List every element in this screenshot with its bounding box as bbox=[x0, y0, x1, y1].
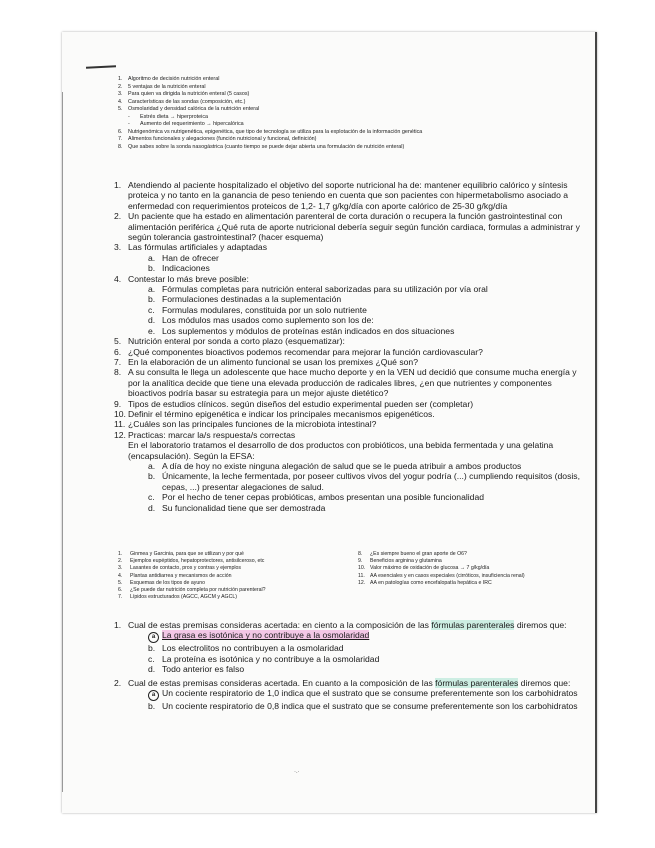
option-text bbox=[162, 688, 584, 701]
question-text: En la elaboración de un alimento funcional se usan los premixes ¿Qué son? bbox=[128, 356, 418, 367]
item-number: 2. bbox=[118, 558, 123, 565]
item-number: 9. bbox=[358, 558, 363, 565]
question-number: 1. bbox=[114, 180, 122, 190]
question-number: 8. bbox=[114, 367, 122, 378]
option-text-content: Un cociente respiratorio de 0,8 indica que el sustrato que se consume preferentemente son los carbohidratos bbox=[162, 701, 578, 712]
question-item bbox=[114, 336, 584, 346]
question-body bbox=[128, 620, 584, 675]
item-number: 7. bbox=[118, 136, 123, 142]
page-left-edge bbox=[62, 92, 63, 792]
question-item bbox=[114, 399, 584, 409]
item-text: Que sabes sobre la sonda nasogástrica (cuanto tiempo se puede dejar abierta una formulación de nutrición enteral) bbox=[128, 143, 405, 150]
question-body bbox=[128, 419, 584, 429]
question-body bbox=[128, 274, 584, 336]
item-number: 7. bbox=[118, 594, 123, 601]
item-number: 8. bbox=[118, 143, 123, 150]
sub-letter: d. bbox=[148, 315, 156, 326]
option-text-content: La grasa es isotónica y no contribuye a la osmolaridad bbox=[162, 630, 370, 641]
topic-item bbox=[118, 84, 558, 92]
option-text bbox=[162, 664, 584, 674]
option-list bbox=[128, 630, 584, 674]
question-number: 10. bbox=[114, 408, 126, 419]
sub-text: Únicamente, la leche fermentada, por poseer cultivos vivos del yogur podría (...) cumpliendo requisitos (dosis, cepas, ...) presentar alegaciones de salud. bbox=[162, 471, 580, 492]
question-text: Nutrición enteral por sonda a corto plazo (esquematizar): bbox=[128, 336, 345, 347]
item-number: 3. bbox=[118, 565, 123, 572]
sub-letter: c. bbox=[148, 304, 155, 315]
question-item bbox=[114, 180, 584, 211]
question-text-start: Cual de estas premisas consideras acertada: en ciento a la composición de las bbox=[128, 620, 432, 630]
question-number: 3. bbox=[114, 242, 122, 253]
question-number: 7. bbox=[114, 356, 122, 367]
question-text-end: diremos que: bbox=[514, 620, 567, 630]
sub-letter: e. bbox=[148, 325, 156, 336]
question-list-b bbox=[114, 620, 584, 714]
topic-item bbox=[118, 136, 558, 144]
item-text: Nutrigenómica vs nutrigenética, epigenética, que tipo de tecnología se utiliza para la explotación de la información genética bbox=[128, 128, 423, 135]
circled-answer-mark: a bbox=[148, 690, 159, 701]
question-number: 2. bbox=[114, 677, 122, 688]
sub-letter: b. bbox=[148, 263, 156, 274]
item-text: Laxantes de contacto, pros y contras y ejemplos bbox=[130, 565, 242, 572]
question-body bbox=[128, 367, 584, 398]
option-letter: b. bbox=[148, 701, 156, 712]
topic-item bbox=[118, 565, 353, 572]
item-text: Algoritmo de decisión nutrición enteral bbox=[128, 76, 220, 82]
item-text: Esquemas de los tipos de ayuno bbox=[130, 579, 205, 586]
item-number: 11. bbox=[358, 572, 365, 579]
sub-item bbox=[148, 326, 584, 336]
option-letter bbox=[148, 688, 162, 701]
topic-item bbox=[118, 594, 353, 601]
item-text: Beneficios arginina y glutamina bbox=[370, 558, 442, 565]
item-number: 2. bbox=[118, 83, 123, 90]
item-text: Para quien va dirigida la nutrición enteral (5 casos) bbox=[128, 91, 250, 97]
item-text: Plantas antidiarrea y mecanismos de acción bbox=[130, 572, 232, 579]
highlighted-term: fórmulas parenterales bbox=[435, 677, 519, 688]
question-text: ¿Cuáles son las principales funciones de la microbiota intestinal? bbox=[128, 419, 377, 430]
question-item bbox=[114, 419, 584, 429]
sub-text: Indicaciones bbox=[162, 263, 210, 274]
sub-item bbox=[148, 263, 584, 273]
item-number: 4. bbox=[118, 98, 123, 105]
page-right-edge bbox=[595, 32, 597, 813]
sub-item bbox=[148, 294, 584, 304]
sub-letter: b. bbox=[148, 294, 156, 305]
question-text: ¿Qué componentes bioactivos podemos recomendar para mejorar la función cardiovascular? bbox=[128, 346, 483, 357]
item-number: 12. bbox=[358, 579, 366, 586]
item-text: ¿Es siempre bueno el gran aporte de O6? bbox=[370, 551, 467, 557]
item-number: 6. bbox=[118, 128, 123, 135]
option-text bbox=[162, 701, 584, 711]
question-body bbox=[128, 678, 584, 712]
topic-column-left bbox=[118, 551, 353, 601]
question-body bbox=[128, 357, 584, 367]
item-text: Alimentos funcionales y alegaciones (función nutricional y funcional, definición) bbox=[128, 136, 317, 142]
item-number: 1. bbox=[118, 76, 123, 82]
option-letter bbox=[148, 630, 162, 643]
topic-item bbox=[118, 76, 558, 84]
topic-item bbox=[358, 551, 588, 558]
option-text-content: La proteína es isotónica y no contribuye a la osmolaridad bbox=[162, 653, 380, 664]
item-number: 1. bbox=[118, 551, 123, 557]
two-column-topic-list bbox=[118, 551, 588, 601]
sub-text: Los suplementos y módulos de proteínas están indicados en dos situaciones bbox=[162, 325, 455, 336]
sub-text: Fórmulas completas para nutrición enteral saborizadas para su utilización por vía oral bbox=[162, 284, 488, 295]
option-item bbox=[148, 654, 584, 664]
sub-text: Su funcionalidad tiene que ser demostrada bbox=[162, 502, 326, 513]
question-text-end: diremos que: bbox=[518, 677, 571, 688]
topic-item bbox=[118, 91, 558, 99]
topic-item bbox=[118, 144, 558, 152]
question-number: 11. bbox=[114, 419, 126, 430]
question-number: 2. bbox=[114, 211, 122, 222]
option-item bbox=[148, 643, 584, 653]
sub-text: A día de hoy no existe ninguna alegación de salud que se le pueda atribuir a ambos productos bbox=[162, 460, 522, 471]
question-text: Tipos de estudios clínicos. según diseños del estudio experimental pueden ser (completar) bbox=[128, 398, 474, 409]
question-number: 9. bbox=[114, 398, 122, 409]
question-text bbox=[128, 678, 584, 688]
stray-mark: ·.· bbox=[294, 769, 300, 775]
topic-item bbox=[118, 99, 558, 107]
sub-letter: d. bbox=[148, 502, 156, 513]
question-item bbox=[114, 430, 584, 513]
item-text: Valor máximo de oxidación de glucosa → 7 g/kg/día bbox=[370, 565, 490, 572]
question-text: Las fórmulas artificiales y adaptadas bbox=[128, 242, 268, 253]
option-text-content: Un cociente respiratorio de 1,0 indica que el sustrato que se consume preferentemente son los carbohidratos bbox=[162, 688, 578, 699]
option-text bbox=[162, 654, 584, 664]
topic-item bbox=[118, 573, 353, 580]
sub-list bbox=[128, 461, 584, 513]
question-item bbox=[114, 620, 584, 675]
item-text: ¿Se puede dar nutrición completa por nutrición parenteral? bbox=[130, 587, 266, 594]
option-item bbox=[148, 688, 584, 701]
topic-item bbox=[358, 558, 588, 565]
item-text: Lípidos estructurados (AGCC, AGCM y AGCL) bbox=[130, 594, 237, 601]
question-text: A su consulta le llega un adolescente que hace mucho deporte y en la VEN ud decidió que consume mucha energía y por la analítica decide que tiene una elevada producción de radicales libres, ¿en que nutrientes y componentes bioactivos podría basar su estrategia para un mejor ajuste dietético? bbox=[128, 367, 577, 399]
question-text: Contestar lo más breve posible: bbox=[128, 273, 249, 284]
question-text bbox=[128, 620, 584, 630]
sub-item bbox=[148, 284, 584, 294]
sub-item bbox=[148, 503, 584, 513]
question-number: 12. bbox=[114, 429, 126, 440]
sub-item bbox=[148, 492, 584, 502]
option-list bbox=[128, 688, 584, 711]
item-text: Ejemplos eupéptidos, hepatoprotectores, antisilceroso, etc bbox=[130, 558, 265, 565]
sub-item bbox=[148, 253, 584, 263]
question-text: Atendiendo al paciente hospitalizado el objetivo del soporte nutricional ha de: mantener equilibrio calórico y síntesis proteica y no tanto en la ganancia de peso teniendo en cuenta que son pacientes con hipermetabolismo asociado a enfermedad con requerimientos proteicos de 1,2- 1,7 g/kg/día con aporte calórico de 25-30 g/kg/día bbox=[128, 180, 569, 211]
item-number: 10. bbox=[358, 565, 366, 572]
topic-item bbox=[118, 114, 558, 122]
topic-item bbox=[358, 565, 588, 572]
question-item bbox=[114, 357, 584, 367]
option-letter: b. bbox=[148, 643, 156, 654]
option-text-content: Los electrolitos no contribuyen a la osmolaridad bbox=[162, 643, 344, 654]
question-context: En el laboratorio tratamos el desarrollo de dos productos con probióticos, una bebida fermentada y una gelatina (encapsulación). Según la EFSA: bbox=[128, 440, 554, 461]
item-number: 5. bbox=[118, 106, 123, 112]
sub-letter: b. bbox=[148, 471, 156, 482]
sub-list bbox=[128, 253, 584, 274]
topic-item bbox=[118, 580, 353, 587]
top-topic-list bbox=[118, 76, 558, 151]
question-item bbox=[114, 367, 584, 398]
item-number: 8. bbox=[358, 551, 363, 557]
option-item bbox=[148, 630, 584, 643]
scanned-page bbox=[62, 32, 597, 813]
question-body bbox=[128, 336, 584, 346]
question-body bbox=[128, 211, 584, 242]
question-text: Practicas: marcar la/s respuesta/s correctas bbox=[128, 429, 296, 440]
item-text: Osmolaridad y densidad calórica de la nutrición enteral bbox=[128, 106, 260, 112]
sub-letter: a. bbox=[148, 284, 156, 295]
sub-list bbox=[128, 284, 584, 336]
topic-item bbox=[118, 129, 558, 137]
pen-stroke bbox=[86, 65, 116, 69]
topic-item bbox=[118, 121, 558, 129]
question-body bbox=[128, 347, 584, 357]
item-number: - bbox=[128, 113, 130, 120]
question-item bbox=[114, 211, 584, 242]
topic-item bbox=[358, 573, 588, 580]
question-body bbox=[128, 399, 584, 409]
question-text: Definir el término epigenética e indicar los principales mecanismos epigenéticos. bbox=[128, 408, 435, 419]
item-text: AA en patologías como encefalopatía hepática e IRC bbox=[370, 579, 492, 586]
question-item bbox=[114, 242, 584, 273]
sub-letter: a. bbox=[148, 252, 156, 263]
item-number: 5. bbox=[118, 579, 123, 586]
highlighted-term: fórmulas parenterales bbox=[431, 620, 515, 630]
question-body bbox=[128, 409, 584, 419]
sub-text: Formulaciones destinadas a la suplementación bbox=[162, 294, 342, 305]
question-number: 5. bbox=[114, 336, 122, 347]
option-letter: d. bbox=[148, 664, 156, 675]
sub-letter: c. bbox=[148, 492, 155, 503]
sub-item bbox=[148, 471, 584, 492]
topic-item bbox=[118, 106, 558, 114]
item-text: Estrés dieta → hiperproteica bbox=[140, 113, 209, 120]
sub-text: Por el hecho de tener cepas probióticas, ambos presentan una posible funcionalidad bbox=[162, 492, 485, 503]
sub-text: Los módulos mas usados como suplemento son los de: bbox=[162, 315, 374, 326]
question-body bbox=[128, 430, 584, 513]
option-item bbox=[148, 701, 584, 711]
topic-item bbox=[358, 580, 588, 587]
sub-text: Han de ofrecer bbox=[162, 252, 219, 263]
item-text: Aumento del requerimiento → hipercalórica bbox=[140, 121, 244, 127]
sub-item bbox=[148, 461, 584, 471]
topic-item bbox=[118, 558, 353, 565]
item-number: 6. bbox=[118, 587, 123, 594]
item-text: AA esenciales y en casos especiales (cirróticos, insuficiencia renal) bbox=[370, 572, 525, 579]
sub-text: Formulas modulares, constituida por un solo nutriente bbox=[162, 304, 367, 315]
question-number: 6. bbox=[114, 346, 122, 357]
question-item bbox=[114, 409, 584, 419]
circled-answer-mark: a bbox=[148, 632, 159, 643]
item-number: - bbox=[128, 121, 130, 127]
item-number: 4. bbox=[118, 572, 123, 579]
question-number: 4. bbox=[114, 273, 122, 284]
question-item bbox=[114, 678, 584, 712]
option-letter: c. bbox=[148, 653, 155, 664]
item-text: Ginmea y Garcinia, para que se utilizan y por qué bbox=[130, 551, 244, 557]
sub-item bbox=[148, 315, 584, 325]
question-text-start: Cual de estas premisas consideras acertada. En cuanto a la composición de las bbox=[128, 677, 436, 688]
option-text bbox=[162, 643, 584, 653]
option-text-content: Todo anterior es falso bbox=[162, 664, 245, 675]
question-text: Un paciente que ha estado en alimentación parenteral de corta duración o recupera la función gastrointestinal con alimentación periférica ¿Qué ruta de aporte nutricional debería seguir según función cardiaca, formulas a administrar y según tolerancia gastrointestinal? (hacer esquema) bbox=[128, 211, 580, 243]
question-list-a bbox=[114, 180, 584, 513]
sub-letter: a. bbox=[148, 460, 156, 471]
item-text: Características de las sondas (composición, etc.) bbox=[128, 98, 246, 105]
option-text bbox=[162, 630, 584, 643]
topic-item bbox=[118, 587, 353, 594]
question-body bbox=[128, 242, 584, 273]
question-number: 1. bbox=[114, 620, 122, 630]
question-item bbox=[114, 347, 584, 357]
item-number: 3. bbox=[118, 91, 123, 97]
option-item bbox=[148, 664, 584, 674]
topic-item bbox=[118, 551, 353, 558]
topic-column-right bbox=[358, 551, 588, 601]
question-body bbox=[128, 180, 584, 211]
question-item bbox=[114, 274, 584, 336]
sub-item bbox=[148, 305, 584, 315]
item-text: 5 ventajas de la nutrición enteral bbox=[128, 83, 206, 90]
